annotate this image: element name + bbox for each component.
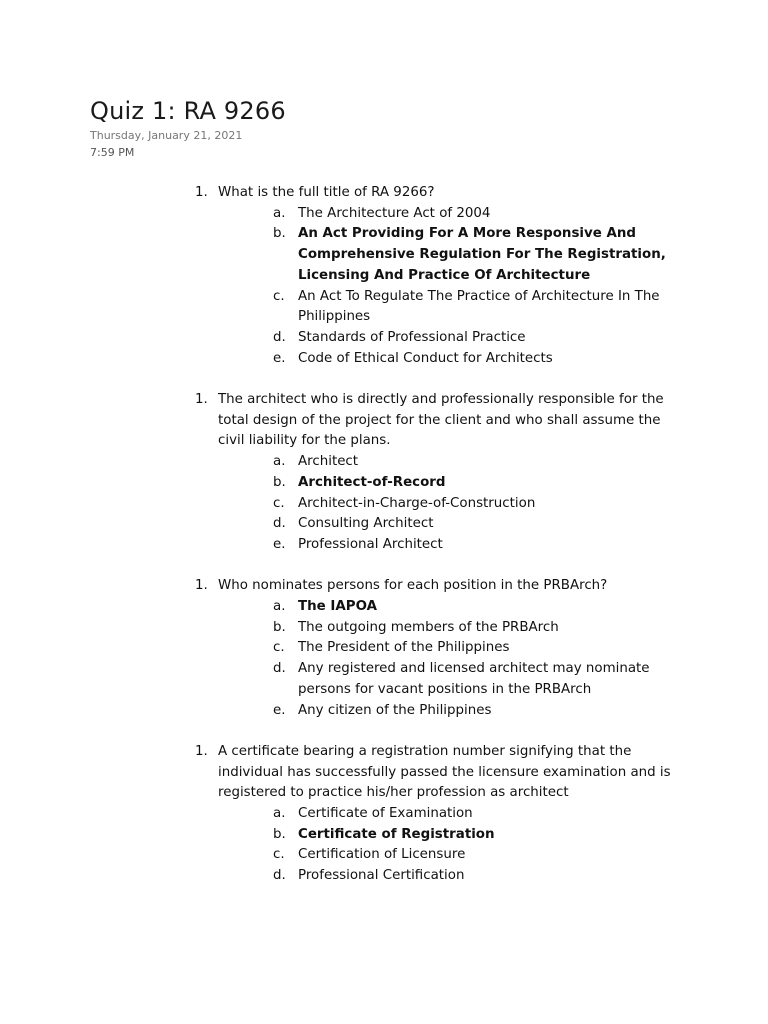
option-text: Certificate of Registration xyxy=(298,826,495,842)
option-item xyxy=(195,494,675,515)
option-letter: b. xyxy=(273,826,286,842)
option-item xyxy=(195,514,675,535)
option-text: Standards of Professional Practice xyxy=(298,329,526,345)
option-letter: b. xyxy=(273,619,286,635)
option-text: Professional Certification xyxy=(298,868,465,884)
question-line xyxy=(195,183,675,204)
option-text: Any registered and licensed architect may nominate persons for vacant positions in the PRBArch xyxy=(298,661,650,697)
question-line xyxy=(195,576,675,597)
option-text: An Act Providing For A More Responsive And Comprehensive Regulation For The Registration, Licensing And Practice Of Architecture xyxy=(298,226,666,283)
question-number: 1. xyxy=(195,578,208,594)
answer-option xyxy=(195,473,675,494)
option-letter: b. xyxy=(273,226,286,242)
option-item xyxy=(195,638,675,659)
option-item xyxy=(195,866,675,887)
option-item xyxy=(195,204,675,225)
answer-option xyxy=(195,597,675,618)
question-line xyxy=(195,390,675,452)
question-list xyxy=(195,183,675,908)
option-item xyxy=(195,618,675,639)
question-item xyxy=(195,742,675,887)
question-item xyxy=(195,183,675,369)
option-text: Consulting Architect xyxy=(298,516,434,532)
option-letter: a. xyxy=(273,806,286,822)
option-letter: c. xyxy=(273,640,285,656)
option-letter: d. xyxy=(273,329,286,345)
question-text: What is the full title of RA 9266? xyxy=(218,185,435,200)
question-text: The architect who is directly and professionally responsible for the total design of the project for the client and who shall assume the civil liability for the plans. xyxy=(218,392,664,449)
question-item xyxy=(195,390,675,556)
option-list xyxy=(195,204,675,370)
question-text: Who nominates persons for each position in the PRBArch? xyxy=(218,578,608,594)
note-date: Thursday, January 21, 2021 xyxy=(90,129,243,142)
option-item xyxy=(195,659,675,700)
option-list xyxy=(195,597,675,721)
option-text: An Act To Regulate The Practice of Architecture In The Philippines xyxy=(298,288,660,325)
page-title: Quiz 1: RA 9266 xyxy=(90,97,286,125)
question-text: A certificate bearing a registration number signifying that the individual has successfully passed the licensure examination and is registered to practice his/her profession as architect xyxy=(218,743,671,801)
option-list xyxy=(195,452,675,556)
note-time: 7:59 PM xyxy=(90,146,135,159)
option-item xyxy=(195,328,675,349)
option-text: Architect-of-Record xyxy=(298,474,446,490)
option-letter: d. xyxy=(273,868,286,884)
option-letter: c. xyxy=(273,288,285,304)
option-text: Architect xyxy=(298,454,359,470)
answer-option xyxy=(195,825,675,846)
option-letter: e. xyxy=(273,350,286,366)
option-letter: d. xyxy=(273,516,286,532)
option-item xyxy=(195,845,675,866)
answer-option xyxy=(195,224,675,286)
option-item xyxy=(195,701,675,722)
option-item xyxy=(195,804,675,825)
option-text: The outgoing members of the PRBArch xyxy=(298,619,559,635)
option-letter: e. xyxy=(273,536,286,552)
question-number: 1. xyxy=(195,743,208,759)
option-text: Certification of Licensure xyxy=(298,847,466,863)
option-text: Architect-in-Charge-of-Construction xyxy=(298,495,536,511)
option-item xyxy=(195,452,675,473)
option-letter: c. xyxy=(273,495,285,511)
option-letter: d. xyxy=(273,661,286,677)
option-item xyxy=(195,287,675,328)
question-number: 1. xyxy=(195,185,208,200)
option-text: Professional Architect xyxy=(298,536,443,552)
option-letter: a. xyxy=(273,599,286,615)
option-text: The Architecture Act of 2004 xyxy=(298,205,491,221)
option-text: The IAPOA xyxy=(298,599,377,615)
question-number: 1. xyxy=(195,392,208,408)
option-text: Certificate of Examination xyxy=(298,806,473,822)
question-item xyxy=(195,576,675,721)
option-list xyxy=(195,804,675,887)
option-letter: a. xyxy=(273,454,286,470)
option-item xyxy=(195,535,675,556)
option-text: The President of the Philippines xyxy=(298,640,510,656)
question-line xyxy=(195,742,675,804)
option-letter: c. xyxy=(273,847,285,863)
option-letter: a. xyxy=(273,205,286,221)
option-letter: e. xyxy=(273,702,286,718)
option-letter: b. xyxy=(273,474,286,490)
option-text: Any citizen of the Philippines xyxy=(298,702,492,718)
option-item xyxy=(195,349,675,370)
option-text: Code of Ethical Conduct for Architects xyxy=(298,350,553,366)
